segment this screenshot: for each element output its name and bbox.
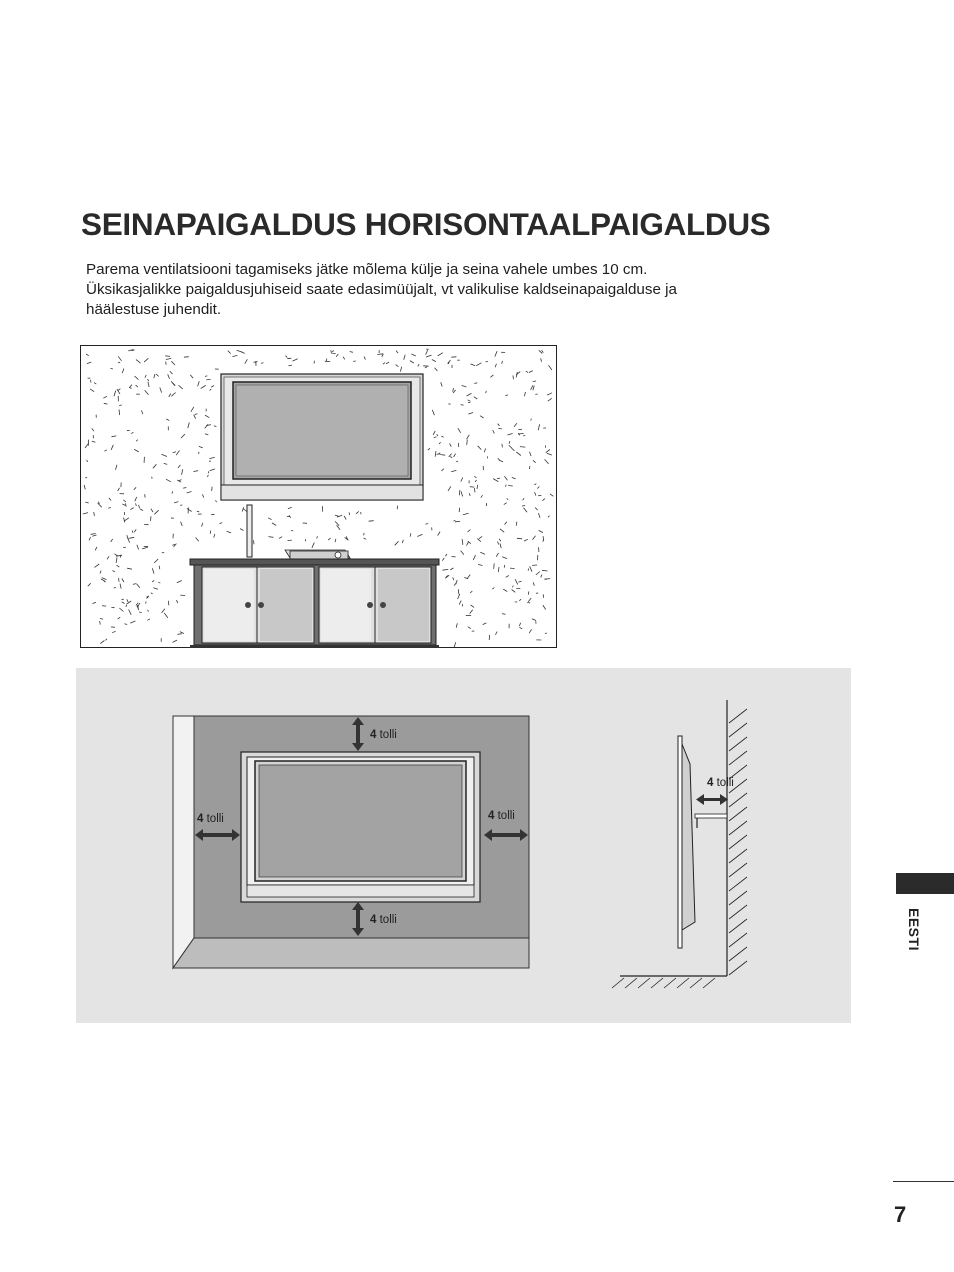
clearance-value: 4: [488, 810, 495, 822]
paragraph-line: häälestuse juhendit.: [86, 301, 222, 318]
clearance-unit: tolli: [379, 914, 397, 926]
wall-tv: [221, 374, 423, 500]
clearance-label-bottom: [370, 914, 397, 926]
clearance-unit: tolli: [206, 813, 224, 825]
language-tab: [896, 873, 954, 894]
clearance-unit: tolli: [379, 729, 397, 741]
front-view: [173, 716, 529, 968]
clearance-diagram: [76, 668, 851, 1023]
intro-paragraph: [86, 260, 786, 320]
wall-mount-illustration: [80, 345, 558, 649]
clearance-value: 4: [197, 813, 204, 825]
page-number: 7: [894, 1202, 907, 1227]
clearance-value: 4: [370, 729, 377, 741]
clearance-value: 4: [370, 914, 377, 926]
language-label: EESTI: [906, 908, 922, 951]
clearance-unit: tolli: [497, 810, 515, 822]
footer-divider: [893, 1181, 954, 1182]
paragraph-line: Üksikasjalikke paigaldusjuhiseid saate edasimüüjalt, vt valikulise kaldseinapaigalduse ja: [86, 281, 677, 298]
clearance-label-left: [197, 813, 224, 825]
clearance-value: 4: [707, 777, 714, 789]
page-title: SEINAPAIGALDUS HORISONTAALPAIGALDUS: [81, 206, 771, 242]
clearance-label-right: [488, 810, 515, 822]
clearance-label-top: [370, 729, 397, 741]
video-player: [285, 550, 350, 559]
paragraph-line: Parema ventilatsiooni tagamiseks jätke mõlema külje ja seina vahele umbes 10 cm.: [86, 261, 648, 278]
clearance-unit: tolli: [716, 777, 734, 789]
tv-cabinet: [190, 559, 439, 648]
